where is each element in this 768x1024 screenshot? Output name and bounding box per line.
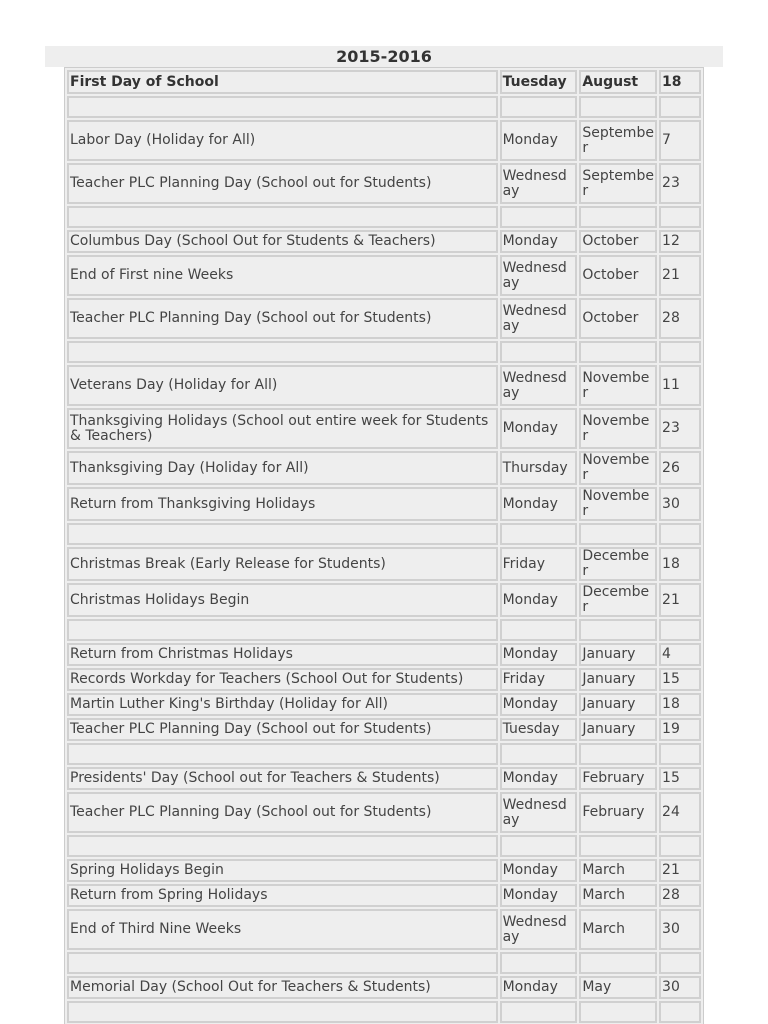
date-cell bbox=[659, 835, 701, 857]
year-title: 2015-2016 bbox=[336, 47, 432, 66]
date-cell: 28 bbox=[659, 884, 701, 907]
month-cell: January bbox=[579, 718, 657, 741]
table-row bbox=[67, 487, 701, 521]
day-cell: Thursday bbox=[500, 451, 578, 485]
date-cell: 30 bbox=[659, 976, 701, 999]
day-cell bbox=[500, 619, 578, 641]
day-cell: Monday bbox=[500, 976, 578, 999]
month-cell: January bbox=[579, 643, 657, 666]
month-cell: January bbox=[579, 668, 657, 691]
month-cell bbox=[579, 952, 657, 974]
table-row bbox=[67, 583, 701, 617]
event-cell: End of Third Nine Weeks bbox=[67, 909, 498, 950]
event-cell: End of First nine Weeks bbox=[67, 255, 498, 296]
date-cell: 28 bbox=[659, 298, 701, 339]
day-cell: Wednesday bbox=[500, 792, 578, 833]
date-cell bbox=[659, 96, 701, 118]
table-row bbox=[67, 120, 701, 161]
day-cell: Friday bbox=[500, 547, 578, 581]
day-cell: Monday bbox=[500, 120, 578, 161]
date-cell bbox=[659, 619, 701, 641]
month-cell bbox=[579, 206, 657, 228]
date-cell: 30 bbox=[659, 487, 701, 521]
day-cell: Monday bbox=[500, 767, 578, 790]
day-cell: Wednesday bbox=[500, 298, 578, 339]
header-event-cell: First Day of School bbox=[67, 70, 498, 94]
blank-table-row bbox=[67, 743, 701, 765]
blank-table-row bbox=[67, 1001, 701, 1023]
table-row bbox=[67, 547, 701, 581]
table-row bbox=[67, 298, 701, 339]
day-cell: Wednesday bbox=[500, 365, 578, 406]
date-cell: 23 bbox=[659, 163, 701, 204]
date-cell bbox=[659, 952, 701, 974]
event-cell: Teacher PLC Planning Day (School out for Students) bbox=[67, 298, 498, 339]
month-cell: October bbox=[579, 255, 657, 296]
event-cell: Spring Holidays Begin bbox=[67, 859, 498, 882]
event-cell: Presidents' Day (School out for Teachers & Students) bbox=[67, 767, 498, 790]
table-row bbox=[67, 767, 701, 790]
day-cell: Friday bbox=[500, 668, 578, 691]
event-cell: Return from Christmas Holidays bbox=[67, 643, 498, 666]
table-row bbox=[67, 643, 701, 666]
date-cell bbox=[659, 1001, 701, 1023]
month-cell: October bbox=[579, 230, 657, 253]
event-cell: Columbus Day (School Out for Students & Teachers) bbox=[67, 230, 498, 253]
date-cell: 19 bbox=[659, 718, 701, 741]
header-date-cell: 18 bbox=[659, 70, 701, 94]
table-row bbox=[67, 230, 701, 253]
event-cell bbox=[67, 1001, 498, 1023]
event-cell bbox=[67, 743, 498, 765]
date-cell: 24 bbox=[659, 792, 701, 833]
table-row bbox=[67, 451, 701, 485]
day-cell: Monday bbox=[500, 408, 578, 449]
date-cell bbox=[659, 341, 701, 363]
event-cell bbox=[67, 96, 498, 118]
day-cell bbox=[500, 835, 578, 857]
table-row bbox=[67, 668, 701, 691]
blank-table-row bbox=[67, 206, 701, 228]
date-cell bbox=[659, 743, 701, 765]
day-cell: Wednesday bbox=[500, 255, 578, 296]
year-title-band bbox=[45, 46, 723, 67]
day-cell bbox=[500, 743, 578, 765]
day-cell bbox=[500, 206, 578, 228]
table-row bbox=[67, 976, 701, 999]
day-cell: Monday bbox=[500, 487, 578, 521]
date-cell: 11 bbox=[659, 365, 701, 406]
table-row bbox=[67, 255, 701, 296]
event-cell: Labor Day (Holiday for All) bbox=[67, 120, 498, 161]
date-cell: 7 bbox=[659, 120, 701, 161]
event-cell bbox=[67, 523, 498, 545]
blank-table-row bbox=[67, 619, 701, 641]
event-cell: Memorial Day (School Out for Teachers & Students) bbox=[67, 976, 498, 999]
event-cell: Christmas Holidays Begin bbox=[67, 583, 498, 617]
event-cell bbox=[67, 206, 498, 228]
table-row bbox=[67, 365, 701, 406]
table-row bbox=[67, 163, 701, 204]
date-cell bbox=[659, 206, 701, 228]
date-cell: 15 bbox=[659, 767, 701, 790]
month-cell bbox=[579, 835, 657, 857]
event-cell: Thanksgiving Holidays (School out entire week for Students & Teachers) bbox=[67, 408, 498, 449]
month-cell bbox=[579, 523, 657, 545]
event-cell bbox=[67, 835, 498, 857]
month-cell: March bbox=[579, 909, 657, 950]
date-cell: 26 bbox=[659, 451, 701, 485]
month-cell: February bbox=[579, 792, 657, 833]
day-cell: Wednesday bbox=[500, 163, 578, 204]
month-cell: November bbox=[579, 451, 657, 485]
date-cell: 18 bbox=[659, 693, 701, 716]
month-cell: March bbox=[579, 859, 657, 882]
day-cell: Monday bbox=[500, 230, 578, 253]
date-cell: 23 bbox=[659, 408, 701, 449]
date-cell bbox=[659, 523, 701, 545]
event-cell bbox=[67, 341, 498, 363]
month-cell: September bbox=[579, 163, 657, 204]
event-cell bbox=[67, 619, 498, 641]
day-cell: Monday bbox=[500, 693, 578, 716]
day-cell bbox=[500, 1001, 578, 1023]
day-cell bbox=[500, 523, 578, 545]
date-cell: 21 bbox=[659, 859, 701, 882]
event-cell: Teacher PLC Planning Day (School out for Students) bbox=[67, 792, 498, 833]
month-cell bbox=[579, 96, 657, 118]
blank-table-row bbox=[67, 341, 701, 363]
day-cell: Monday bbox=[500, 643, 578, 666]
month-cell: November bbox=[579, 365, 657, 406]
date-cell: 4 bbox=[659, 643, 701, 666]
header-month-cell: August bbox=[579, 70, 657, 94]
event-cell: Return from Thanksgiving Holidays bbox=[67, 487, 498, 521]
date-cell: 15 bbox=[659, 668, 701, 691]
month-cell: December bbox=[579, 547, 657, 581]
month-cell: May bbox=[579, 976, 657, 999]
date-cell: 30 bbox=[659, 909, 701, 950]
month-cell: November bbox=[579, 487, 657, 521]
table-row bbox=[67, 792, 701, 833]
event-cell: Christmas Break (Early Release for Students) bbox=[67, 547, 498, 581]
month-cell: March bbox=[579, 884, 657, 907]
event-cell: Thanksgiving Day (Holiday for All) bbox=[67, 451, 498, 485]
event-cell: Records Workday for Teachers (School Out for Students) bbox=[67, 668, 498, 691]
month-cell bbox=[579, 1001, 657, 1023]
day-cell: Monday bbox=[500, 583, 578, 617]
month-cell: September bbox=[579, 120, 657, 161]
table-row bbox=[67, 408, 701, 449]
month-cell bbox=[579, 743, 657, 765]
date-cell: 21 bbox=[659, 255, 701, 296]
table-row bbox=[67, 884, 701, 907]
header-day-cell: Tuesday bbox=[500, 70, 578, 94]
event-cell: Martin Luther King's Birthday (Holiday for All) bbox=[67, 693, 498, 716]
day-cell bbox=[500, 341, 578, 363]
table-row bbox=[67, 718, 701, 741]
date-cell: 21 bbox=[659, 583, 701, 617]
day-cell bbox=[500, 952, 578, 974]
school-calendar-table bbox=[64, 67, 704, 1024]
event-cell: Veterans Day (Holiday for All) bbox=[67, 365, 498, 406]
month-cell bbox=[579, 341, 657, 363]
month-cell: January bbox=[579, 693, 657, 716]
date-cell: 18 bbox=[659, 547, 701, 581]
table-row bbox=[67, 859, 701, 882]
day-cell: Monday bbox=[500, 884, 578, 907]
month-cell: February bbox=[579, 767, 657, 790]
blank-table-row bbox=[67, 835, 701, 857]
month-cell bbox=[579, 619, 657, 641]
day-cell: Monday bbox=[500, 859, 578, 882]
day-cell: Tuesday bbox=[500, 718, 578, 741]
blank-table-row bbox=[67, 96, 701, 118]
day-cell bbox=[500, 96, 578, 118]
event-cell: Teacher PLC Planning Day (School out for Students) bbox=[67, 718, 498, 741]
calendar-body bbox=[67, 70, 701, 1023]
table-header-row bbox=[67, 70, 701, 94]
event-cell bbox=[67, 952, 498, 974]
date-cell: 12 bbox=[659, 230, 701, 253]
day-cell: Wednesday bbox=[500, 909, 578, 950]
month-cell: October bbox=[579, 298, 657, 339]
event-cell: Return from Spring Holidays bbox=[67, 884, 498, 907]
month-cell: December bbox=[579, 583, 657, 617]
table-row bbox=[67, 909, 701, 950]
blank-table-row bbox=[67, 952, 701, 974]
blank-table-row bbox=[67, 523, 701, 545]
event-cell: Teacher PLC Planning Day (School out for Students) bbox=[67, 163, 498, 204]
month-cell: November bbox=[579, 408, 657, 449]
table-row bbox=[67, 693, 701, 716]
